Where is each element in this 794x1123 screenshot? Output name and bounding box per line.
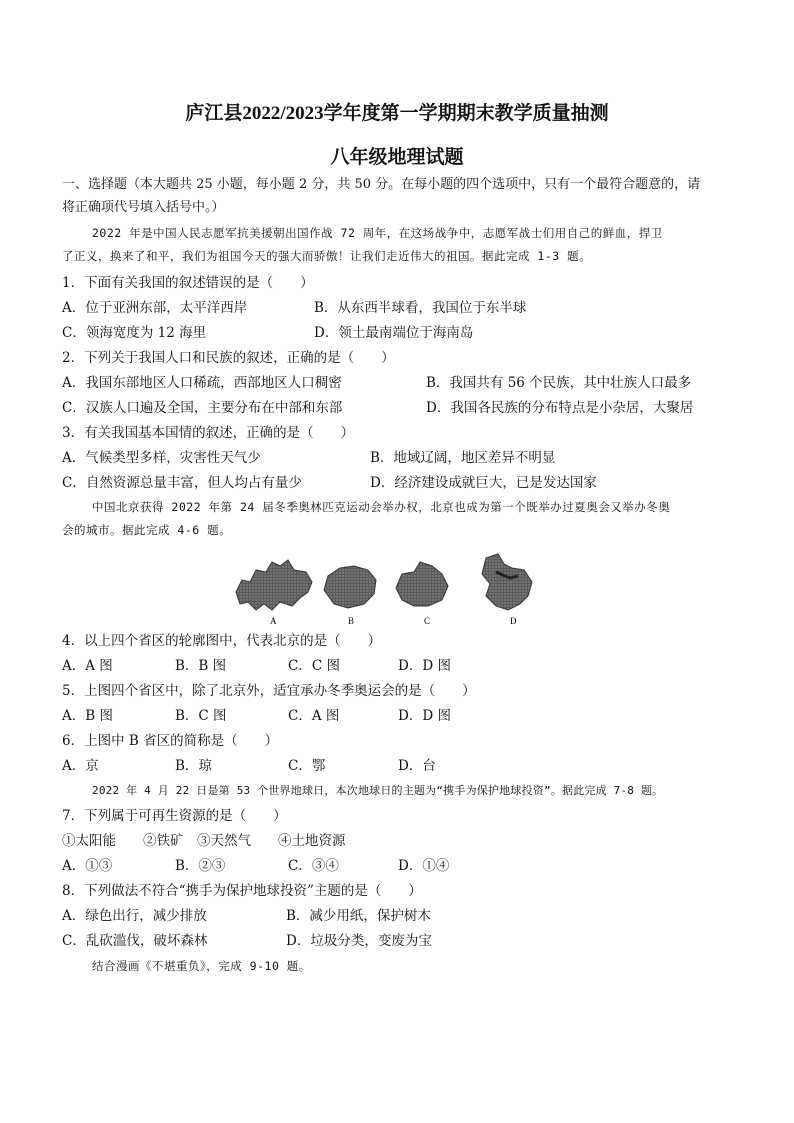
- figure-label-c: C: [424, 616, 431, 626]
- section-instructions-line1: 一、选择题（本大题共 25 小题，每小题 2 分，共 50 分。在每小题的四个选项中，只有一个最符合题意的，请: [62, 177, 701, 192]
- province-outline-figure: [228, 548, 558, 628]
- province-outline-c: [396, 562, 448, 606]
- question-5-option-d: D．D 图: [398, 708, 451, 724]
- question-3-option-b: B．地域辽阔，地区差异不明显: [370, 450, 556, 466]
- question-7-option-c: C．③④: [288, 858, 339, 874]
- question-1-option-b: B．从东西半球看，我国位于东半球: [314, 300, 527, 316]
- question-1-option-c: C．领海宽度为 12 海里: [62, 325, 207, 341]
- question-7-option-d: D．①④: [398, 858, 450, 874]
- question-3-option-d: D．经济建设成就巨大，已是发达国家: [370, 475, 597, 491]
- figure-label-d: D: [510, 616, 517, 626]
- question-2-option-b: B．我国共有 56 个民族，其中壮族人口最多: [426, 375, 692, 391]
- question-4-option-a: A．A 图: [62, 658, 113, 674]
- question-5-option-c: C．A 图: [288, 708, 340, 724]
- question-6-option-a: A．京: [62, 758, 99, 774]
- question-4-option-c: C．C 图: [288, 658, 340, 674]
- context-2-line1: 中国北京获得 2022 年第 24 届冬季奥林匹克运动会举办权，北京也成为第一个既举办过夏奥会又举办冬奥: [92, 500, 671, 514]
- exam-title: 庐江县2022/2023学年度第一学期期末教学质量抽测: [185, 103, 609, 124]
- province-outline-a: [236, 560, 312, 610]
- question-2-stem: 2．下列关于我国人口和民族的叙述，正确的是（ ）: [62, 350, 395, 366]
- question-7-stem: 7．下列属于可再生资源的是（ ）: [62, 808, 287, 824]
- question-5-option-a: A．B 图: [62, 708, 113, 724]
- question-8-option-a: A．绿色出行，减少排放: [62, 908, 207, 924]
- question-4-option-b: B．B 图: [175, 658, 227, 674]
- question-1-option-d: D．领土最南端位于海南岛: [314, 325, 474, 341]
- question-7-option-b: B．②③: [175, 858, 226, 874]
- figure-label-b: B: [348, 616, 355, 626]
- question-1-stem: 1．下面有关我国的叙述错误的是（ ）: [62, 275, 314, 291]
- question-6-option-b: B．琼: [175, 758, 212, 774]
- context-3-line1: 2022 年 4 月 22 日是第 53 个世界地球日，本次地球日的主题为“携手为保护地球投资”。据此完成 7-8 题。: [92, 784, 664, 797]
- question-8-option-c: C．乱砍滥伐，破坏森林: [62, 933, 208, 949]
- question-3-option-c: C．自然资源总量丰富，但人均占有量少: [62, 475, 302, 491]
- context-2-line2: 会的城市。据此完成 4-6 题。: [62, 523, 232, 537]
- question-2-option-d: D．我国各民族的分布特点是小杂居，大聚居: [426, 400, 694, 416]
- question-4-option-d: D．D 图: [398, 658, 451, 674]
- question-2-option-a: A．我国东部地区人口稀疏，西部地区人口稠密: [62, 375, 342, 391]
- province-outline-d: [482, 554, 532, 610]
- question-3-stem: 3．有关我国基本国情的叙述，正确的是（ ）: [62, 425, 355, 441]
- figure-label-a: A: [270, 616, 277, 626]
- question-6-stem: 6．上图中 B 省区的简称是（ ）: [62, 733, 279, 749]
- question-4-stem: 4．以上四个省区的轮廓图中，代表北京的是（ ）: [62, 633, 382, 649]
- question-5-option-b: B．C 图: [175, 708, 227, 724]
- context-1-line2: 了正义，换来了和平，我们为祖国今天的强大而骄傲！让我们走近伟大的祖国。据此完成 1-3 题。: [62, 249, 592, 263]
- question-5-stem: 5．上图四个省区中，除了北京外，适宜承办冬季奥运会的是（ ）: [62, 683, 476, 699]
- question-8-option-d: D．垃圾分类，变废为宝: [286, 933, 432, 949]
- question-7-items: ①太阳能 ②铁矿 ③天然气 ④土地资源: [62, 833, 346, 849]
- question-6-option-c: C．鄂: [288, 758, 326, 774]
- exam-subtitle: 八年级地理试题: [330, 147, 464, 168]
- context-1-line1: 2022 年是中国人民志愿军抗美援朝出国作战 72 周年，在这场战争中，志愿军战士们用自己的鲜血，捍卫: [92, 226, 663, 240]
- context-4-line1: 结合漫画《不堪重负》，完成 9-10 题。: [92, 959, 311, 973]
- section-instructions-line2: 将正确项代号填入括号中。）: [62, 200, 225, 215]
- question-7-option-a: A．①③: [62, 858, 113, 874]
- province-outline-b: [324, 566, 376, 608]
- question-6-option-d: D．台: [398, 758, 436, 774]
- question-8-stem: 8．下列做法不符合“携手为保护地球投资”主题的是（ ）: [62, 883, 422, 899]
- question-1-option-a: A．位于亚洲东部，太平洋西岸: [62, 300, 248, 316]
- question-8-option-b: B．减少用纸，保护树木: [286, 908, 431, 924]
- question-3-option-a: A．气候类型多样，灾害性天气少: [62, 450, 261, 466]
- question-2-option-c: C．汉族人口遍及全国，主要分布在中部和东部: [62, 400, 343, 416]
